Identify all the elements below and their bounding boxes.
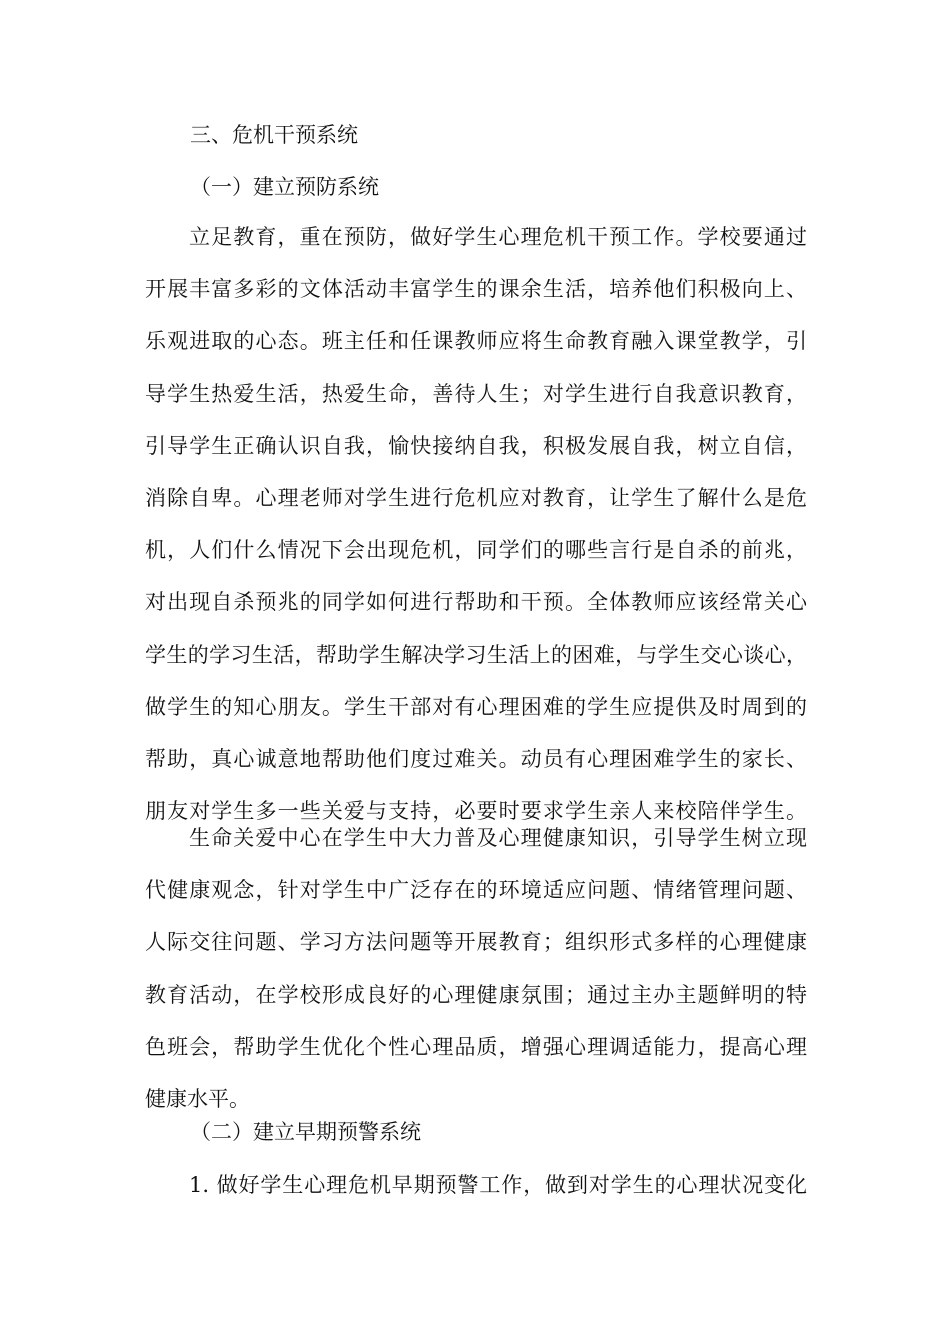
paragraph-line: 教育活动，在学校形成良好的心理健康氛围；通过主办主题鲜明的特	[145, 982, 807, 1007]
paragraph-line: 朋友对学生多一些关爱与支持，必要时要求学生亲人来校陪伴学生。	[145, 799, 807, 824]
paragraph-line: 立足教育，重在预防，做好学生心理危机干预工作。学校要通过	[189, 225, 807, 249]
paragraph-line: 人际交往问题、学习方法问题等开展教育；组织形式多样的心理健康	[145, 930, 807, 955]
paragraph-line: 1. 做好学生心理危机早期预警工作，做到对学生的心理状况变化	[189, 1173, 807, 1197]
paragraph-line: 对出现自杀预兆的同学如何进行帮助和干预。全体教师应该经常关心	[145, 590, 807, 615]
paragraph-early-warning	[145, 1170, 807, 1222]
subsection-heading-prevention: （一）建立预防系统	[190, 175, 379, 199]
paragraph-line: 开展丰富多彩的文体活动丰富学生的课余生活，培养他们积极向上、	[145, 277, 807, 302]
paragraph-line: 引导学生正确认识自我，愉快接纳自我，积极发展自我，树立自信，	[145, 433, 807, 458]
paragraph-line: 生命关爱中心在学生中大力普及心理健康知识，引导学生树立现	[189, 826, 807, 850]
paragraph-prevention	[145, 222, 807, 848]
paragraph-line: 导学生热爱生活，热爱生命，善待人生；对学生进行自我意识教育，	[145, 381, 807, 406]
paragraph-line: 乐观进取的心态。班主任和任课教师应将生命教育融入课堂教学，引	[145, 329, 807, 354]
paragraph-line: 机，人们什么情况下会出现危机，同学们的哪些言行是自杀的前兆，	[145, 538, 807, 563]
paragraph-line: 帮助，真心诚意地帮助他们度过难关。动员有心理困难学生的家长、	[145, 746, 807, 771]
paragraph-line: 色班会，帮助学生优化个性心理品质，增强心理调适能力，提高心理	[145, 1034, 807, 1059]
paragraph-line: 消除自卑。心理老师对学生进行危机应对教育，让学生了解什么是危	[145, 485, 807, 510]
section-heading: 三、危机干预系统	[190, 123, 358, 147]
paragraph-line: 代健康观念，针对学生中广泛存在的环境适应问题、情绪管理问题、	[145, 878, 807, 903]
subsection-heading-early-warning: （二）建立早期预警系统	[190, 1120, 421, 1144]
paragraph-line: 做学生的知心朋友。学生干部对有心理困难的学生应提供及时周到的	[145, 694, 807, 719]
paragraph-line: 学生的学习生活，帮助学生解决学习生活上的困难，与学生交心谈心，	[145, 642, 807, 667]
paragraph-line: 健康水平。	[145, 1086, 250, 1111]
paragraph-life-care-center	[145, 823, 807, 1136]
